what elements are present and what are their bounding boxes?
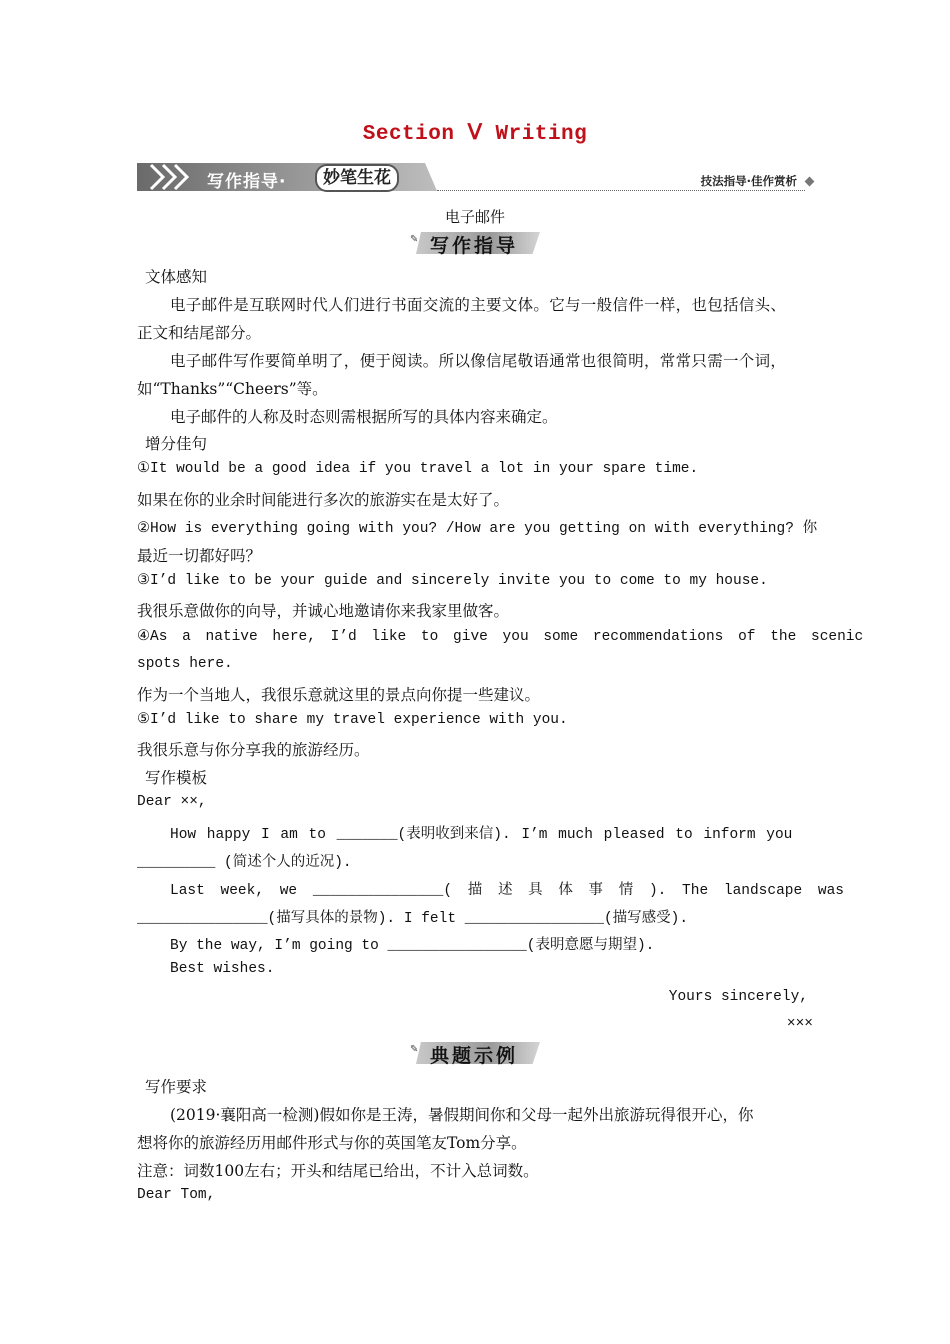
diamond-icon: [805, 177, 815, 187]
sentence-5: ⑤I’d like to share my travel experience with you.: [137, 712, 568, 728]
topic-heading: 电子邮件: [444, 208, 505, 226]
template-signature: ×××: [786, 1016, 813, 1032]
task-salutation: Dear Tom,: [137, 1187, 216, 1203]
sentence-1-translation: 如果在你的业余时间能进行多次的旅游实在是太好了。: [137, 491, 510, 509]
template-salutation: Dear ××,: [137, 794, 207, 810]
sentence-1: ①It would be a good idea if you travel a lot in your spare time.: [137, 461, 699, 477]
sentence-4b: spots here.: [137, 656, 233, 672]
page-title: Section Ⅴ Writing: [362, 123, 588, 146]
banner-subtitle: 技法指导·佳作赏析: [700, 174, 797, 188]
sentence-2b: 最近一切都好吗？: [137, 547, 262, 565]
section-header-example: ✎ 典题示例: [410, 1040, 540, 1066]
banner-divider: [437, 190, 805, 191]
template-line-2a: Last week, we _______________( 描 述 具 体 事 情 ). The landscape was: [170, 883, 844, 899]
pen-icon: ✎: [410, 1044, 419, 1055]
section-banner: [137, 158, 813, 196]
pen-icon: ✎: [410, 234, 419, 245]
sentence-2a: ②How is everything going with you? /How are you getting on with everything? 你: [137, 521, 818, 537]
banner-badge: 妙笔生花: [315, 164, 399, 192]
template-line-2b: _______________(描写具体的景物). I felt ________________(描写感受).: [137, 911, 689, 927]
section-header-guide: ✎ 写作指导: [410, 230, 540, 256]
sentence-5-translation: 我很乐意与你分享我的旅游经历。: [137, 741, 370, 759]
template-line-1a: How happy I am to _______(表明收到来信). I’m much pleased to inform you: [170, 827, 793, 843]
task-paragraph-1b: 想将你的旅游经历用邮件形式与你的英国笔友Tom分享。: [137, 1134, 527, 1152]
sentence-4-translation: 作为一个当地人，我很乐意就这里的景点向你提一些建议。: [137, 686, 541, 704]
genre-paragraph-1a: 电子邮件是互联网时代人们进行书面交流的主要文体。它与一般信件一样，也包括信头、: [170, 296, 787, 314]
sentence-4a: ④As a native here, I’d like to give you some recommendations of the scenic: [137, 629, 864, 645]
double-chevron-icon: [143, 163, 199, 191]
genre-paragraph-2b: 如“Thanks”“Cheers”等。: [137, 380, 328, 398]
genre-paragraph-1b: 正文和结尾部分。: [137, 324, 262, 342]
genre-paragraph-3: 电子邮件的人称及时态则需根据所写的具体内容来确定。: [170, 408, 558, 426]
task-paragraph-1a: (2019·襄阳高一检测)假如你是王涛，暑假期间你和父母一起外出旅游玩得很开心，你: [170, 1106, 754, 1124]
template-closing: Yours sincerely,: [668, 989, 808, 1005]
sentence-3-translation: 我很乐意做你的向导，并诚心地邀请你来我家里做客。: [137, 602, 510, 620]
task-heading: 写作要求: [145, 1078, 208, 1096]
template-heading: 写作模板: [145, 769, 208, 787]
template-line-3: By the way, I’m going to ________________(表明意愿与期望).: [170, 938, 655, 954]
genre-paragraph-2a: 电子邮件写作要简单明了，便于阅读。所以像信尾敬语通常也很简明，常常只需一个词，: [170, 352, 787, 370]
template-line-1b: _________ (简述个人的近况).: [137, 855, 352, 871]
banner-label: 写作指导·: [207, 172, 287, 192]
template-line-4: Best wishes.: [170, 961, 275, 977]
sentences-heading: 增分佳句: [145, 435, 208, 453]
sentence-3: ③I’d like to be your guide and sincerely invite you to come to my house.: [137, 573, 768, 589]
task-note: 注意：词数100左右；开头和结尾已给出，不计入总词数。: [137, 1162, 539, 1180]
genre-heading: 文体感知: [145, 268, 208, 286]
